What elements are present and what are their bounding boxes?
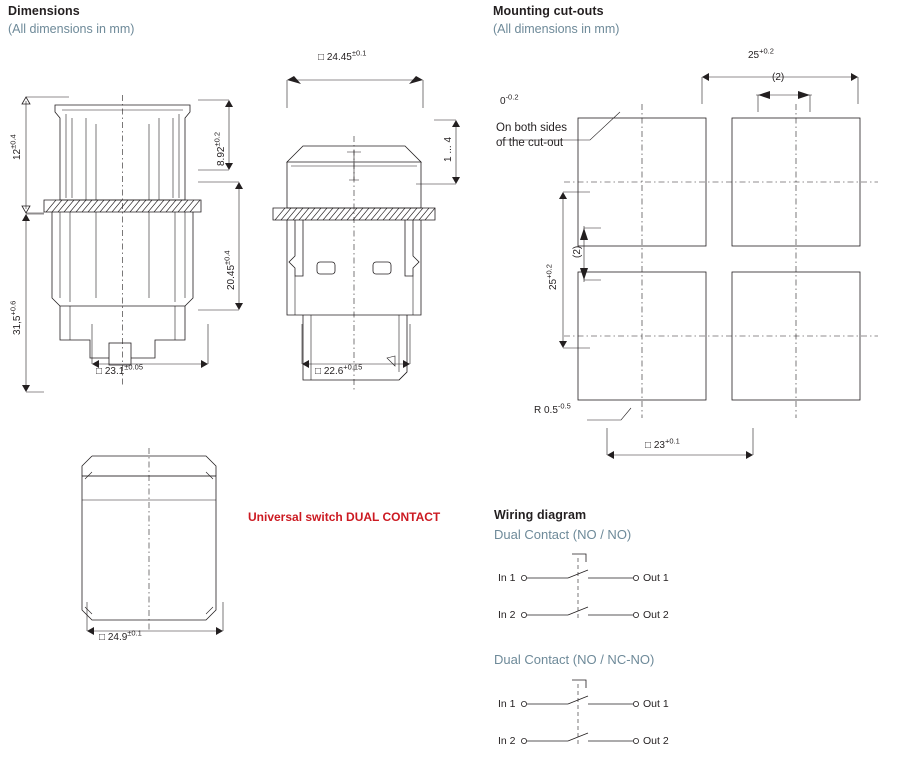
- dim-label-cutout-25-width: $25^{+0.2}$: [748, 46, 774, 61]
- dimensions-subtitle: (All dimensions in mm): [8, 22, 135, 36]
- cutout-note-line2: of the cut-out: [496, 137, 564, 149]
- dim-label-315: $31,5^{+0.6}$: [8, 300, 23, 335]
- wiring-diagram2-title: Dual Contact (NO / NC-NO): [494, 652, 655, 667]
- dim-label-cutout-gap-left: (2): [572, 245, 583, 258]
- cutout-note-line1: On both sides: [496, 122, 567, 134]
- isometric-cap-view: [40, 440, 240, 630]
- wiring-title: Wiring diagram: [494, 508, 587, 522]
- universal-switch-callout: Universal switch DUAL CONTACT: [248, 510, 441, 524]
- dim-label-231: □ $23.1^{\pm 0.05}$: [96, 362, 143, 377]
- dim-label-cutout-23: □ $23^{+0.1}$: [645, 436, 680, 451]
- wiring1-in2-label: In 2: [498, 609, 516, 621]
- dimensions-title: Dimensions: [8, 4, 80, 18]
- dim-label-249: □ $24.9^{\pm 0.1}$: [99, 628, 142, 643]
- dim-label-cutout-25-height: $25^{+0.2}$: [544, 264, 559, 290]
- dim-cutout-23: [605, 436, 755, 462]
- dim-label-cutout-gap-top: (2): [772, 72, 785, 83]
- dim-label-radius: R $0.5^{-0.5}$: [534, 401, 571, 416]
- dim-mid-2045: [222, 180, 250, 312]
- wiring2-in2-label: In 2: [498, 735, 516, 747]
- wiring2-in1-label: In 1: [498, 698, 516, 710]
- cutouts-title: Mounting cut-outs: [493, 4, 604, 18]
- dim-label-12: $12^{\pm 0.4}$: [8, 134, 23, 160]
- dim-label-2445: □ $24.45^{\pm 0.1}$: [318, 48, 367, 63]
- dim-cutout-gap-top: [752, 86, 816, 104]
- wiring2-out2-label: Out 2: [643, 735, 669, 747]
- dim-label-2045: $20.45^{\pm 0.4}$: [222, 250, 237, 290]
- radius-leader: [585, 392, 635, 428]
- cutout-drawing: [560, 100, 900, 430]
- wiring1-in1-label: In 1: [498, 572, 516, 584]
- wiring1-out2-label: Out 2: [643, 609, 669, 621]
- wiring-diagram-2: [518, 674, 642, 759]
- cutouts-subtitle: (All dimensions in mm): [493, 22, 620, 36]
- wiring-diagram-1: [518, 548, 642, 638]
- wiring-diagram1-title: Dual Contact (NO / NO): [494, 527, 632, 542]
- dim-label-226: □ $22.6^{+0.15}$: [315, 362, 363, 377]
- wiring1-out1-label: Out 1: [643, 572, 669, 584]
- dim-label-892: $8.92^{\pm 0.2}$: [212, 131, 227, 166]
- dim-top-2445: [285, 62, 425, 86]
- wiring2-out1-label: Out 1: [643, 698, 669, 710]
- dim-label-cutout-zero: $0^{-0.2}$: [500, 92, 519, 107]
- dim-label-1-4: 1 ... 4: [443, 136, 454, 162]
